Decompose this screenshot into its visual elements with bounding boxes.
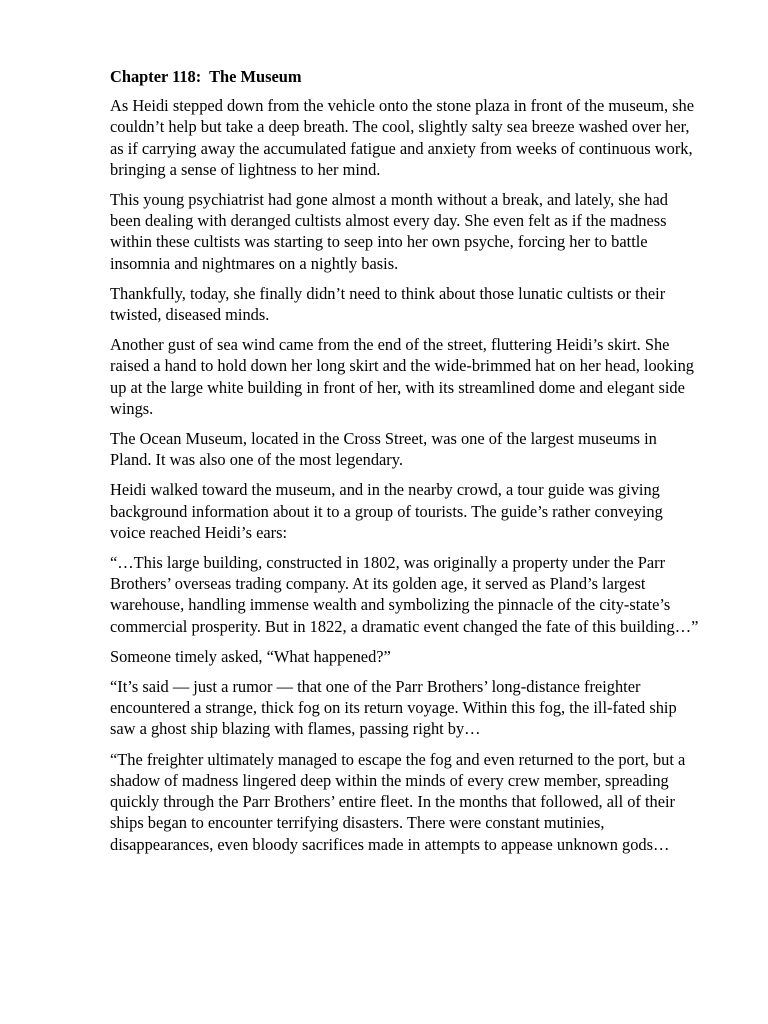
- chapter-title: Chapter 118: The Museum: [110, 67, 302, 86]
- paragraph-1: As Heidi stepped down from the vehicle onto the stone plaza in front of the museum, she couldn’t help but take a deep breath. The cool, slightly salty sea breeze washed over her, as if carrying away the accumulated fatigue and anxiety from weeks of continuous work, bringing a sense of lightness to her mind.: [110, 96, 695, 179]
- paragraph-10: “The freighter ultimately managed to escape the fog and even returned to the port, but a shadow of madness lingered deep within the minds of every crew member, spreading quickly through the Parr Brothers’ entire fleet. In the months that followed, all of their ships began to encounter terrifying disasters. There were constant mutinies, disappearances, even bloody sacrifices made in attempts to appease unknown gods…: [110, 749, 686, 854]
- document-page: [110, 66, 700, 864]
- paragraph-3: Thankfully, today, she finally didn’t need to think about those lunatic cultists or their twisted, diseased minds.: [110, 283, 666, 325]
- paragraph-8: Someone timely asked, “What happened?”: [110, 646, 391, 666]
- paragraph-9: “It’s said — just a rumor — that one of the Parr Brothers’ long-distance freighter encountered a strange, thick fog on its return voyage. Within this fog, the ill-fated ship saw a ghost ship blazing with flames, passing right by…: [110, 677, 677, 739]
- paragraph-7: “…This large building, constructed in 1802, was originally a property under the Parr Brothers’ overseas trading company. At its golden age, it served as Pland’s largest warehouse, handling immense wealth and symbolizing the pinnacle of the city-state’s commercial prosperity. But in 1822, a dramatic event changed the fate of this building…”: [110, 553, 699, 636]
- paragraph-6: Heidi walked toward the museum, and in the nearby crowd, a tour guide was giving background information about it to a group of tourists. The guide’s rather conveying voice reached Heidi’s ears:: [110, 480, 663, 542]
- paragraph-2: This young psychiatrist had gone almost a month without a break, and lately, she had been dealing with deranged cultists almost every day. She even felt as if the madness within these cultists was starting to seep into her own psyche, forcing her to battle insomnia and nightmares on a nightly basis.: [110, 190, 668, 273]
- paragraph-5: The Ocean Museum, located in the Cross Street, was one of the largest museums in Pland. It was also one of the most legendary.: [110, 429, 657, 470]
- paragraph-4: Another gust of sea wind came from the end of the street, fluttering Heidi’s skirt. She raised a hand to hold down her long skirt and the wide-brimmed hat on her head, looking up at the large white building in front of her, with its streamlined dome and elegant side wings.: [110, 335, 695, 418]
